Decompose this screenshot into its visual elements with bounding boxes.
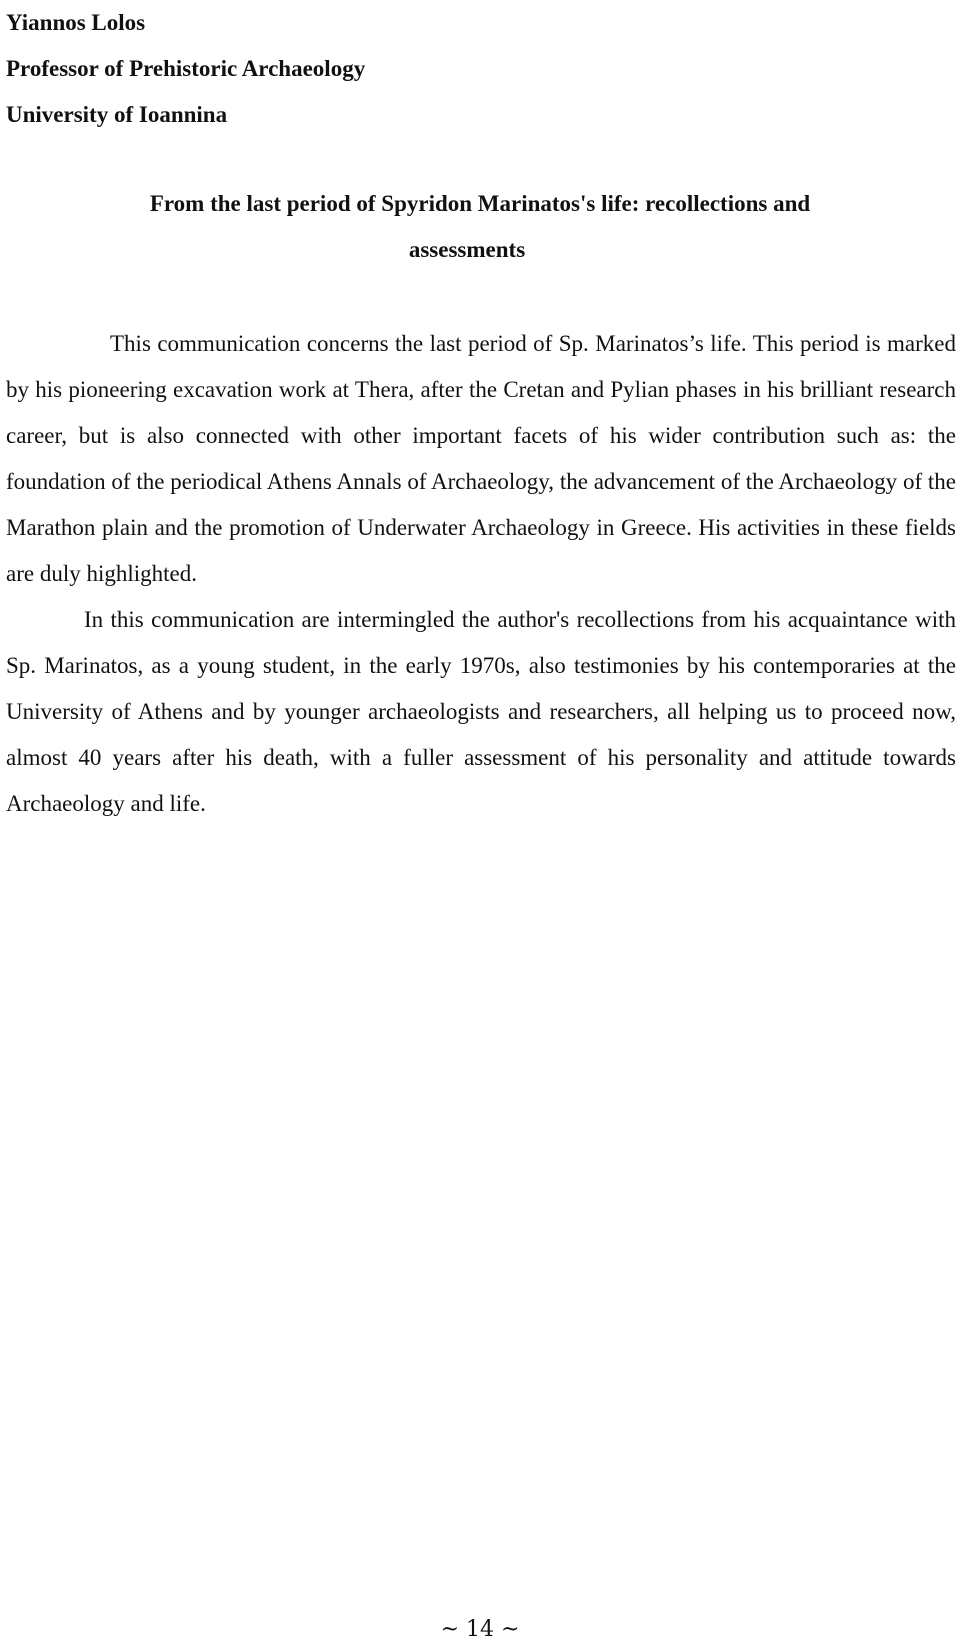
article-title (0, 181, 960, 273)
abstract (6, 321, 956, 827)
abstract-paragraph-1: This communication concerns the last period of Sp. Marinatos’s life. This period is marked by his pioneering excavation work at Thera, after the Cretan and Pylian phases in his brilliant research career, but is also connected with other important facets of his wider contribution such as: the foundation of the periodical Athens Annals of Archaeology, the advancement of the Archaeology of the Marathon plain and the promotion of Underwater Archaeology in Greece. His activities in these fields are duly highlighted. (6, 331, 956, 586)
author-affiliation: University of Ioannina (6, 102, 228, 127)
title-line-1: From the last period of Spyridon Marinatos's life: recollections and (149, 191, 811, 216)
abstract-paragraph-2: In this communication are intermingled the author's recollections from his acquaintance with Sp. Marinatos, as a young student, in the early 1970s, also testimonies by his contemporaries at the University of Athens and by younger archaeologists and researchers, all helping us to proceed now, almost 40 years after his death, with a fuller assessment of his personality and attitude towards Archaeology and life. (6, 607, 956, 816)
page-number: ~ 14 ~ (440, 1617, 520, 1642)
title-line-2: assessments (408, 237, 526, 262)
author-position: Professor of Prehistoric Archaeology (6, 56, 366, 81)
author-name: Yiannos Lolos (6, 10, 146, 35)
author-block (6, 0, 906, 138)
